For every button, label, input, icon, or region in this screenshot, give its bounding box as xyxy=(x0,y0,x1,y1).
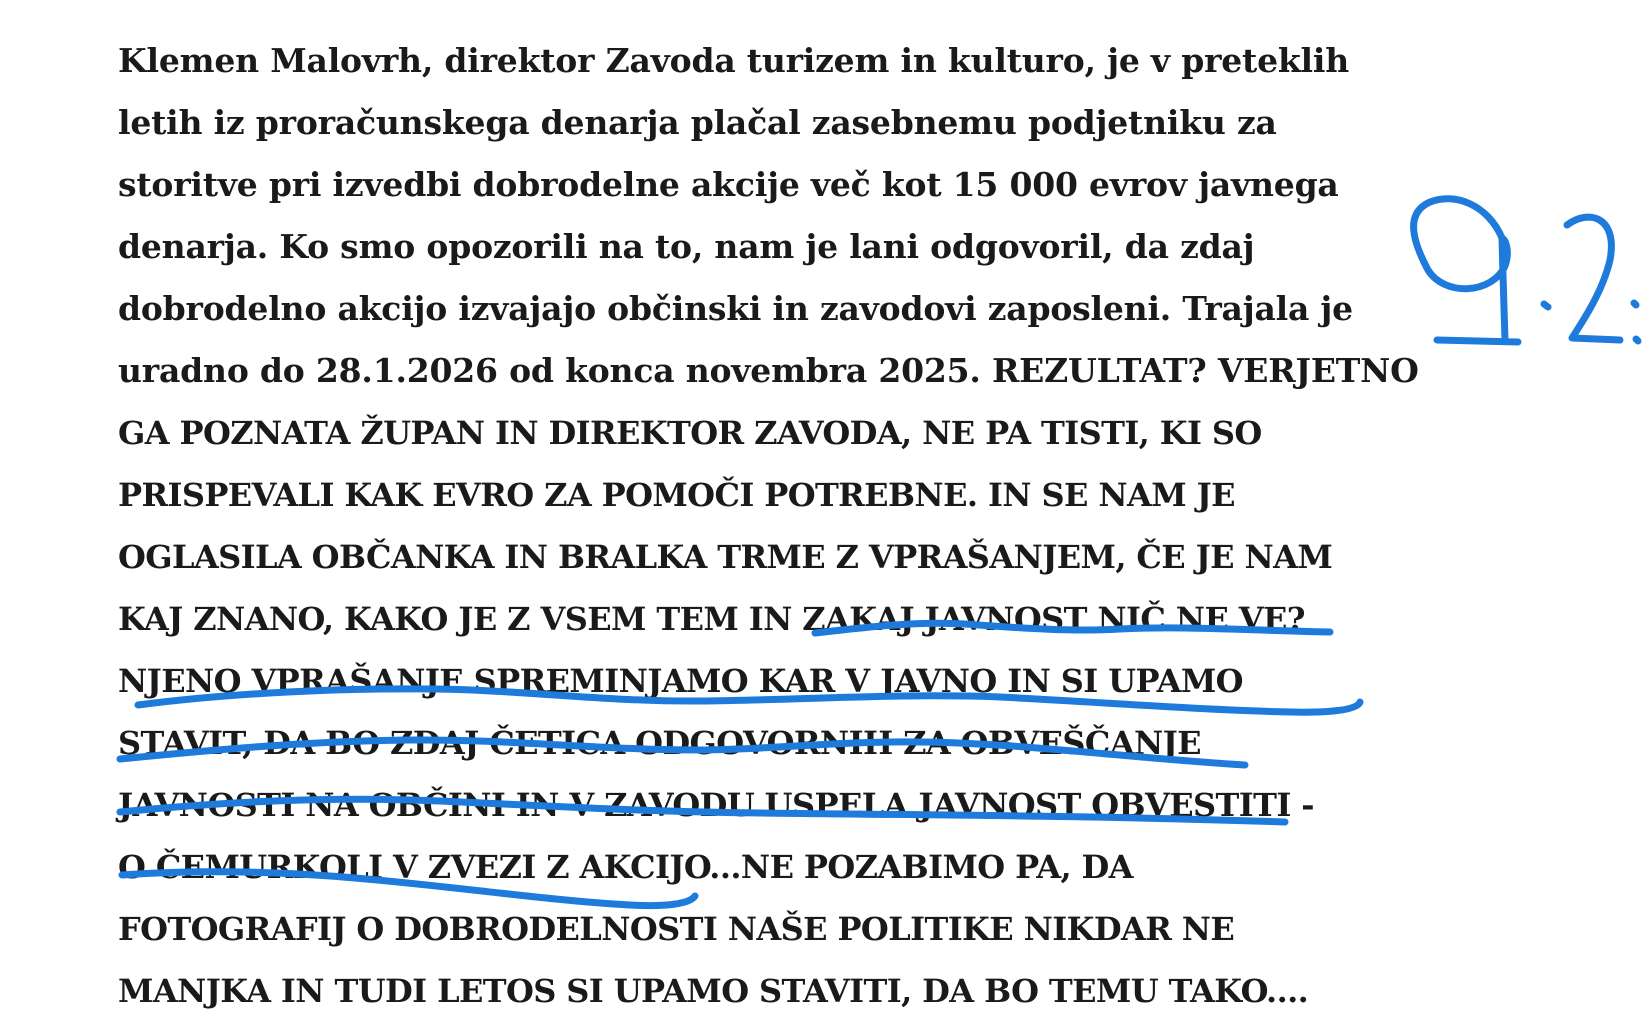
ink-dot xyxy=(1544,304,1548,307)
handwritten-mark-9-2 xyxy=(1414,199,1638,342)
ink-colon xyxy=(1634,303,1638,341)
paragraph-line-12: STAVIT, DA BO ZDAJ ČETICA ODGOVORNIH ZA OBVEŠČANJE xyxy=(118,724,1201,762)
paragraph-line-10: KAJ ZNANO, KAKO JE Z VSEM TEM IN ZAKAJ JAVNOST NIČ NE VE? xyxy=(118,600,1305,638)
paragraph-line-2: letih iz proračunskega denarja plačal zasebnemu podjetniku za xyxy=(118,103,1277,142)
paragraph-line-3: storitve pri izvedbi dobrodelne akcije več kot 15 000 evrov javnega xyxy=(118,165,1339,204)
ink-digit-9 xyxy=(1414,199,1518,342)
paragraph-line-7: GA POZNATA ŽUPAN IN DIREKTOR ZAVODA, NE PA TISTI, KI SO xyxy=(118,414,1262,452)
article-body xyxy=(118,30,1419,1022)
paragraph-line-11: NJENO VPRAŠANJE SPREMINJAMO KAR V JAVNO IN SI UPAMO xyxy=(118,662,1243,700)
paragraph-line-9: OGLASILA OBČANKA IN BRALKA TRME Z VPRAŠANJEM, ČE JE NAM xyxy=(118,538,1333,576)
paragraph-line-14: O ČEMURKOLI V ZVEZI Z AKCIJO...NE POZABIMO PA, DA xyxy=(118,848,1133,886)
paragraph-line-8: PRISPEVALI KAK EVRO ZA POMOČI POTREBNE. IN SE NAM JE xyxy=(118,476,1235,514)
paragraph-line-5: dobrodelno akcijo izvajajo občinski in zavodovi zaposleni. Trajala je xyxy=(118,289,1353,328)
ink-digit-2 xyxy=(1567,217,1620,340)
paragraph-line-6: uradno do 28.1.2026 od konca novembra 2025. REZULTAT? VERJETNO xyxy=(118,351,1419,390)
paragraph-line-4: denarja. Ko smo opozorili na to, nam je lani odgovoril, da zdaj xyxy=(118,227,1255,266)
paragraph-line-15: FOTOGRAFIJ O DOBRODELNOSTI NAŠE POLITIKE NIKDAR NE xyxy=(118,910,1235,948)
paragraph-line-16: MANJKA IN TUDI LETOS SI UPAMO STAVITI, DA BO TEMU TAKO.... xyxy=(118,972,1309,1010)
paragraph-line-13: JAVNOSTI NA OBČINI IN V ZAVODU USPELA JAVNOST OBVESTITI - xyxy=(118,786,1314,824)
paragraph-line-1: Klemen Malovrh, direktor Zavoda turizem in kulturo, je v preteklih xyxy=(118,41,1350,80)
